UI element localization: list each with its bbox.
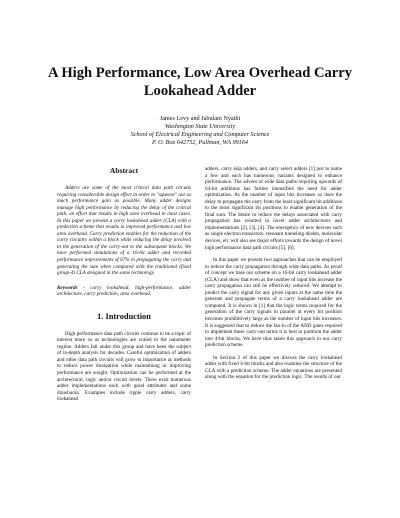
abstract-heading: Abstract <box>109 166 139 175</box>
keywords-paragraph <box>57 285 191 298</box>
author-names: James Levy and Jabulani Nyathi <box>159 115 241 122</box>
right-paragraph-1: adders, carry skip adders, and carry select adders [1] just to name a few and each has numerous variants designed to enhance performance. The advent of wide data paths requiring upwards of 64-bit additions has further intensified the need for adder optimization. As the number of input bits increases so does the delay to propagate the carry from the least significant bit additions to the most significant bit positions to enable generation of the final sum. The desire to reduce the delays associated with carry propagation has resulted in novel adder architectures and implementations [2], [3], [4]. The emergency of new devices such as single electron transistors, resonant tunneling diodes, molecular devices, etc will also see major efforts towards the design of novel high performance data path circuits [5], [6]. <box>205 166 342 251</box>
right-column <box>205 166 342 387</box>
paper-title: A High Performance, Low Area Overhead Carry Lookahead Adder <box>47 65 353 99</box>
intro-paragraph: High performance data path circuits continue to be a topic of interest more so as technologies are scaled to the nanometer regime. Adders fall under this group and have been the subject of in-depth analysis for decades. Careful optimization of adders and other data path circuits will grow in importance as methods to reduce power dissipation while maintaining or improving performance are sought. Optimization can be performed at the architectural, logic and/or circuit levels. There exist numerous adder implementations each with good attributes and some drawbacks. Examples include ripple carry adders, carry lookahead <box>57 330 191 403</box>
keywords-text: - carry lookahead, high-performance, adder architecture, carry prediction, area overhead. <box>57 284 191 298</box>
abstract-text: Adders are some of the most critical data path circuits requiring considerable design effort in order to "squeeze" out as much performance gain as possible. Many adder designs manage high performance by reducing the delay of the critical path, an effort that results in high area overhead in most cases. In this paper we present a carry lookahead adder (CLA) with a prediction scheme that results in improved performance and low area overhead. Carry prediction enables for the reduction of the carry circuitry within a block while reducing the delay involved in the generation of the carry-out to the subsequent blocks. We have performed simulations of a 16-bit adder and recorded performance improvements of 67% in propagating the carry and generating the sum when compared with the traditional (fixed group-4) CLA designed in the same technology. <box>57 185 191 277</box>
right-paragraph-3: In Section 2 of this paper we discuss the carry lookahead adder with fixed 4-bit blocks and also examine the structure of the CLA with a prediction scheme. The adder equations are presented along with the equation for the prediction logic. The results of our <box>205 354 342 381</box>
left-column <box>57 166 191 403</box>
school-name: School of Electrical Engineering and Computer Science <box>130 130 270 138</box>
university-name: Washington State University <box>164 122 236 130</box>
right-paragraph-2: In this paper we present two approaches that can be employed to reduce the carry propagation through wide data paths. As proof of concept we base our scheme on a 16-bit carry lookahead adder (CLA) and show that even as the number of input bits increase the carry propagation can still be effectively reduced. We attempt to predict the carry signal for any given inputs at the same time the generate and propagate terms of a carry lookahead adder are computed. It is shown in [1] that the logic terms required for the generation of the carry signals in parallel at every bit position becomes prohibitively large as the number of input bits increases. It is suggested that to reduce the fan-in of the AND gates required to implement these carry-out terms it is best to partition the adder into 4-bit blocks. We have thus taken this approach in our carry prediction scheme. <box>205 257 342 349</box>
keywords-label: Keywords <box>57 284 78 291</box>
introduction-heading: 1. Introduction <box>97 311 151 321</box>
author-block <box>20 115 380 147</box>
postal-address: P. O. Box 642752, Pullman, WA 99164 <box>152 138 248 146</box>
